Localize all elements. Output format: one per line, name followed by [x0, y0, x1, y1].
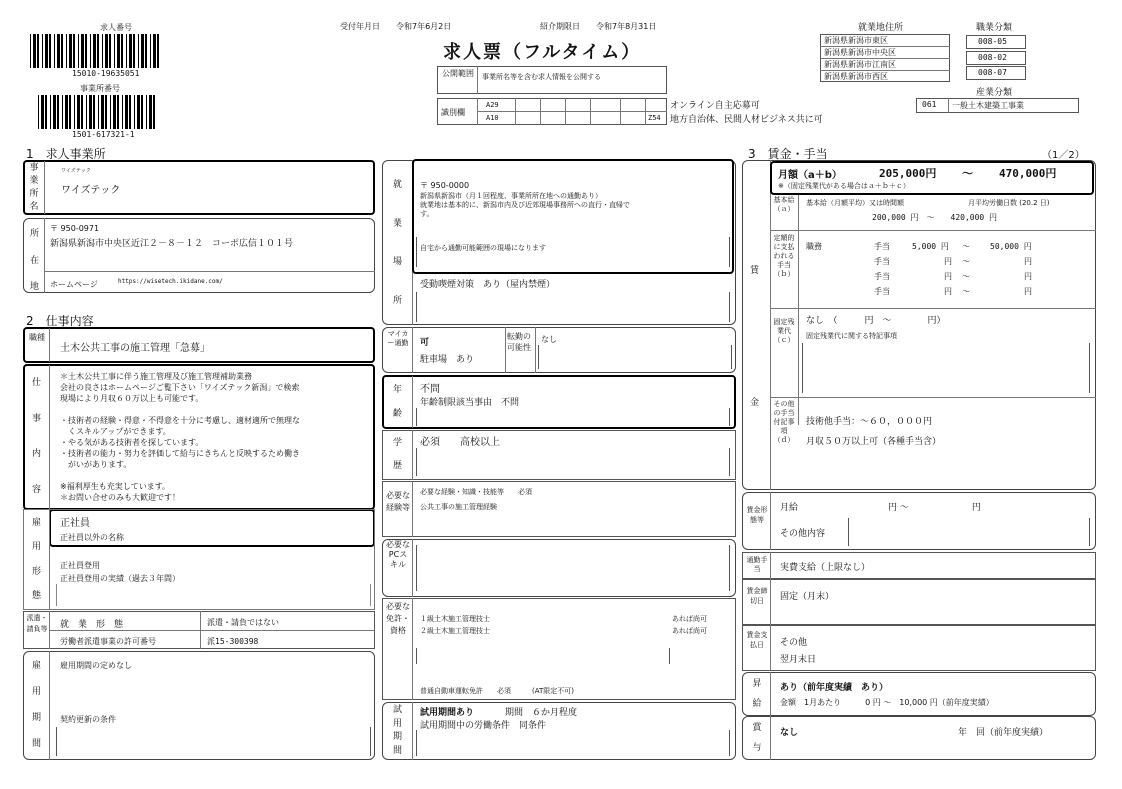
license-2-note: あれば尚可	[672, 627, 707, 635]
work-location-1: 新潟県新潟市東区	[824, 36, 888, 45]
pc-skill-label: 必要なPCスキル	[386, 540, 410, 569]
promotion-record: 正社員登用の実績（過去３年間）	[60, 574, 180, 583]
closing-label: 賃金締切日	[746, 587, 768, 605]
monthly-min: 205,000円	[879, 167, 937, 180]
allowance-4-tilde: ～	[962, 287, 970, 296]
work-location-label: 就業地住所	[858, 23, 904, 33]
section-wage-title: 3 賃金・手当	[748, 147, 828, 161]
job-content-label: 仕 事 内 容	[31, 378, 41, 495]
public-range-label: 公開範囲	[442, 69, 474, 78]
promotion-record-field	[56, 584, 371, 606]
license-1: １級土木施工管理技士	[420, 615, 490, 623]
license-label: 必要な免許・資格	[386, 602, 410, 635]
allowance-1-label: 手当	[874, 242, 890, 251]
monthly-label: 月額（a＋b）	[778, 170, 842, 181]
commute-label: 通勤手当	[746, 556, 768, 573]
allowance-label: 定額的に支払われる手当（ｂ）	[773, 234, 795, 278]
car-commute-label: マイカー通勤	[387, 330, 409, 347]
payday-1: その他	[780, 638, 808, 648]
address-label-1: 所	[30, 229, 40, 239]
trial-condition: 試用期間中の労働条件 同条件	[420, 721, 547, 731]
receipt-date-label: 受付年月日	[340, 22, 380, 31]
wage-form-label: 賃金形態等	[746, 506, 768, 524]
allowance-3-tilde: ～	[962, 272, 970, 281]
experience-detail: 公共工事の施工管理経験	[420, 503, 497, 511]
workplace-detail: 新潟県新潟市（月１回程度、事業所所在地への通勤あり） 就業地は基本的に、新潟市内及び近郊現場事務所への直行・直帰で す。	[420, 192, 630, 218]
promotion: 正社員登用	[60, 561, 100, 570]
id-label: 識別欄	[441, 108, 465, 117]
raise-label: 昇 給	[752, 678, 762, 709]
bonus-box	[742, 716, 1096, 760]
wage-label-2: 金	[750, 398, 760, 408]
base-wage-head: 基本給（月額平均）又は時間額	[806, 199, 904, 207]
company-name-kana: ワイズテック	[61, 168, 91, 174]
job-class-3: 008-07	[978, 68, 1007, 77]
wage-form-other: その他内容	[780, 529, 826, 539]
allowance-4-label: 手当	[874, 287, 890, 296]
monthly-note: ※（固定残業代がある場合はａ＋ｂ＋ｃ）	[778, 182, 910, 190]
other-allowance-label: その他の手当付記事項（ｄ）	[773, 400, 795, 444]
job-number: 15010-19635051	[72, 69, 140, 78]
allowance-4-min: 円	[944, 287, 952, 296]
office-number-label: 事業所番号	[80, 84, 120, 93]
raise-box	[742, 672, 1096, 716]
job-content-text: ＊土木公共工事に伴う施工管理及び施工管理補助業務 会社の良さはホームページご覧下さい「ワイズテック新潟」で検索 現場により月収６０万以上も可能です。 ・技術者の経験・得意・不得意を十分に考慮し、適材適所で無理な くスキルアップができます。 ・やる気がある技術者を探しています。 ・技術者の能力・努力を評価して給与にきちんと反映するため働き がいがあります。 ※福利厚生も充実しています。 ＊お問い合せのみも大歓迎です！	[60, 372, 300, 502]
work-location-3: 新潟県新潟市江南区	[824, 60, 896, 69]
smoking-measure: 受動喫煙対策 あり（屋内禁煙）	[420, 280, 556, 290]
dispatch-form-label: 就 業 形 態	[60, 620, 124, 630]
homepage-label: ホームページ	[50, 280, 98, 289]
referral-deadline: 令和7年8月31日	[596, 22, 657, 31]
company-name: ワイズテック	[61, 185, 121, 196]
local-business-text: 地方自治体、民間人材ビジネス共に可	[670, 115, 823, 125]
commute: 実費支給（上限なし）	[780, 563, 871, 573]
wage-form: 月給 円 ～ 円	[780, 503, 981, 513]
allowance-2-min: 円	[944, 257, 952, 266]
relocation: なし	[541, 335, 557, 344]
allowance-1-max: 50,000 円	[990, 242, 1032, 251]
section-job-title: 2 仕事内容	[26, 314, 94, 328]
homepage-link[interactable]: https://wisetech.ikidane.com/	[118, 278, 223, 285]
fixed-overtime-field	[802, 343, 1090, 393]
job-number-label: 求人番号	[100, 23, 132, 32]
experience-label: 必要な経験等	[386, 491, 410, 512]
workplace-note: 自宅から通勤可能範囲の現場になります	[420, 244, 546, 252]
company-postal: 〒 950-0971	[50, 224, 100, 233]
employment-type: 正社員	[60, 518, 90, 529]
trial: 試用期間あり	[420, 708, 475, 718]
job-category: 土木公共工事の施工管理「急募」	[60, 343, 210, 354]
smoking-field	[416, 292, 730, 322]
monthly-max: 470,000円	[999, 167, 1057, 180]
referral-deadline-label: 紹介期限日	[540, 22, 580, 31]
employment-period-label: 雇 用 期 間	[31, 660, 41, 750]
job-class-2: 008-02	[978, 53, 1007, 62]
industry-code: 061	[922, 100, 937, 109]
payday-2: 翌月末日	[780, 655, 817, 665]
renewal-field	[56, 727, 371, 756]
education: 必須 高校以上	[420, 437, 500, 448]
raise-2: 金額 1月あたり 0 円 ～ 10,000 円（前年度実績）	[780, 698, 994, 707]
closing: 固定（月末）	[780, 592, 835, 602]
office-number-barcode	[38, 95, 158, 129]
base-wage-label: 基本給（ａ）	[773, 196, 795, 213]
allowance-3-min: 円	[944, 272, 952, 281]
work-location-2: 新潟県新潟市中央区	[824, 48, 896, 57]
pc-skill-field	[416, 545, 730, 591]
monthly-tilde: ～	[962, 167, 973, 180]
relocation-field	[538, 345, 732, 369]
allowance-1-min: 5,000 円	[912, 242, 949, 251]
other-allowance-2: 月収５０万以上可（各種手当含）	[806, 437, 942, 447]
license-field	[416, 648, 670, 664]
id-code-2: A10	[486, 114, 499, 122]
public-range-text: 事業所名等を含む求人情報を公開する	[482, 73, 601, 81]
id-code-3: Z54	[648, 114, 661, 122]
car-commute: 可	[420, 338, 430, 348]
office-number: 1501-617321-1	[72, 130, 135, 139]
trial-label: 試 用 期 間	[392, 705, 402, 756]
allowance-3-max: 円	[1024, 272, 1032, 281]
work-days-head: 月平均労働日数 (20.2 日)	[968, 199, 1050, 207]
address-label-2: 在	[30, 256, 40, 266]
online-apply-text: オンライン自主応募可	[670, 101, 760, 111]
experience-head: 必要な経験・知識・技能等 必須	[420, 488, 532, 496]
id-code-1: A29	[486, 101, 499, 109]
employment-period: 雇用期間の定めなし	[60, 661, 132, 670]
work-location-4: 新潟県新潟市西区	[824, 72, 888, 81]
education-field	[416, 448, 730, 476]
job-number-barcode	[30, 34, 160, 68]
renewal-label: 契約更新の条件	[60, 715, 116, 724]
page-title: 求人票（フルタイム）	[443, 42, 642, 63]
job-class-label: 職業分類	[976, 23, 1013, 33]
allowance-1-tilde: ～	[962, 242, 970, 251]
industry-label: 産業分類	[976, 88, 1013, 98]
job-category-label: 職種	[29, 333, 45, 342]
bonus-right: 年 回（前年度実績）	[958, 728, 1049, 738]
wage-form-other-field	[848, 518, 1090, 546]
driver-license: 普通自動車運転免許 必須 (AT限定不可)	[420, 687, 574, 695]
age-field	[416, 408, 730, 426]
license-2: ２級土木施工管理技士	[420, 627, 490, 635]
bonus-label: 賞 与	[752, 722, 762, 753]
payday-label: 賃金支払日	[746, 631, 768, 649]
age-reason: 年齢制限該当事由 不問	[420, 398, 520, 408]
workplace-label: 就 業 場 所	[392, 179, 402, 307]
dispatch-permit: 派15-300398	[207, 637, 259, 646]
education-label: 学 歴	[392, 438, 402, 471]
industry-name: 一般土木建築工事業	[952, 101, 1024, 110]
company-address: 新潟県新潟市中央区近江２－８－１２ コーポ広信１０１号	[50, 239, 294, 249]
allowance-1-name: 職務	[806, 242, 822, 251]
age-label: 年 齢	[392, 384, 402, 419]
relocation-label: 転勤の可能性	[507, 332, 531, 352]
license-1-note: あれば尚可	[672, 615, 707, 623]
raise-1: あり（前年度実績 あり）	[780, 683, 889, 693]
other-allowance-1: 技術他手当：～６０，０００円	[806, 417, 933, 427]
allowance-2-tilde: ～	[962, 257, 970, 266]
dispatch-permit-label: 労働者派遣事業の許可番号	[60, 637, 156, 646]
allowance-2-label: 手当	[874, 257, 890, 266]
fixed-overtime-note: 固定残業代に関する特記事項	[806, 332, 897, 340]
age: 不問	[420, 384, 440, 395]
fixed-overtime: なし （ 円 ～ 円）	[806, 316, 946, 326]
company-name-label: 事 業 所 名	[29, 163, 39, 212]
section-company-title: 1 求人事業所	[26, 147, 106, 161]
dispatch-form: 派遣・請負ではない	[207, 618, 279, 627]
base-wage-range: 200,000 円 ～ 420,000 円	[872, 213, 998, 222]
fixed-overtime-label: 固定残業代（ｃ）	[773, 318, 795, 344]
receipt-date: 令和7年6月2日	[396, 22, 452, 31]
dispatch-label: 派遣・請負等	[26, 614, 48, 633]
other-name-label: 正社員以外の名称	[60, 533, 124, 542]
allowance-3-label: 手当	[874, 272, 890, 281]
closing-box	[742, 579, 1096, 625]
job-class-1: 008-05	[978, 37, 1007, 46]
address-label-3: 地	[30, 282, 40, 292]
employment-label: 雇 用 形 態	[31, 517, 41, 602]
allowance-2-max: 円	[1024, 257, 1032, 266]
workplace-postal: 〒 950-0000	[420, 181, 470, 190]
allowance-4-max: 円	[1024, 287, 1032, 296]
page-number: （1／2）	[1042, 150, 1085, 161]
trial-period: 期間 ６か月程度	[505, 708, 578, 718]
trial-field	[416, 730, 730, 756]
wage-label-1: 賃	[750, 266, 760, 276]
parking: 駐車場 あり	[420, 355, 475, 365]
bonus: なし	[780, 728, 799, 738]
